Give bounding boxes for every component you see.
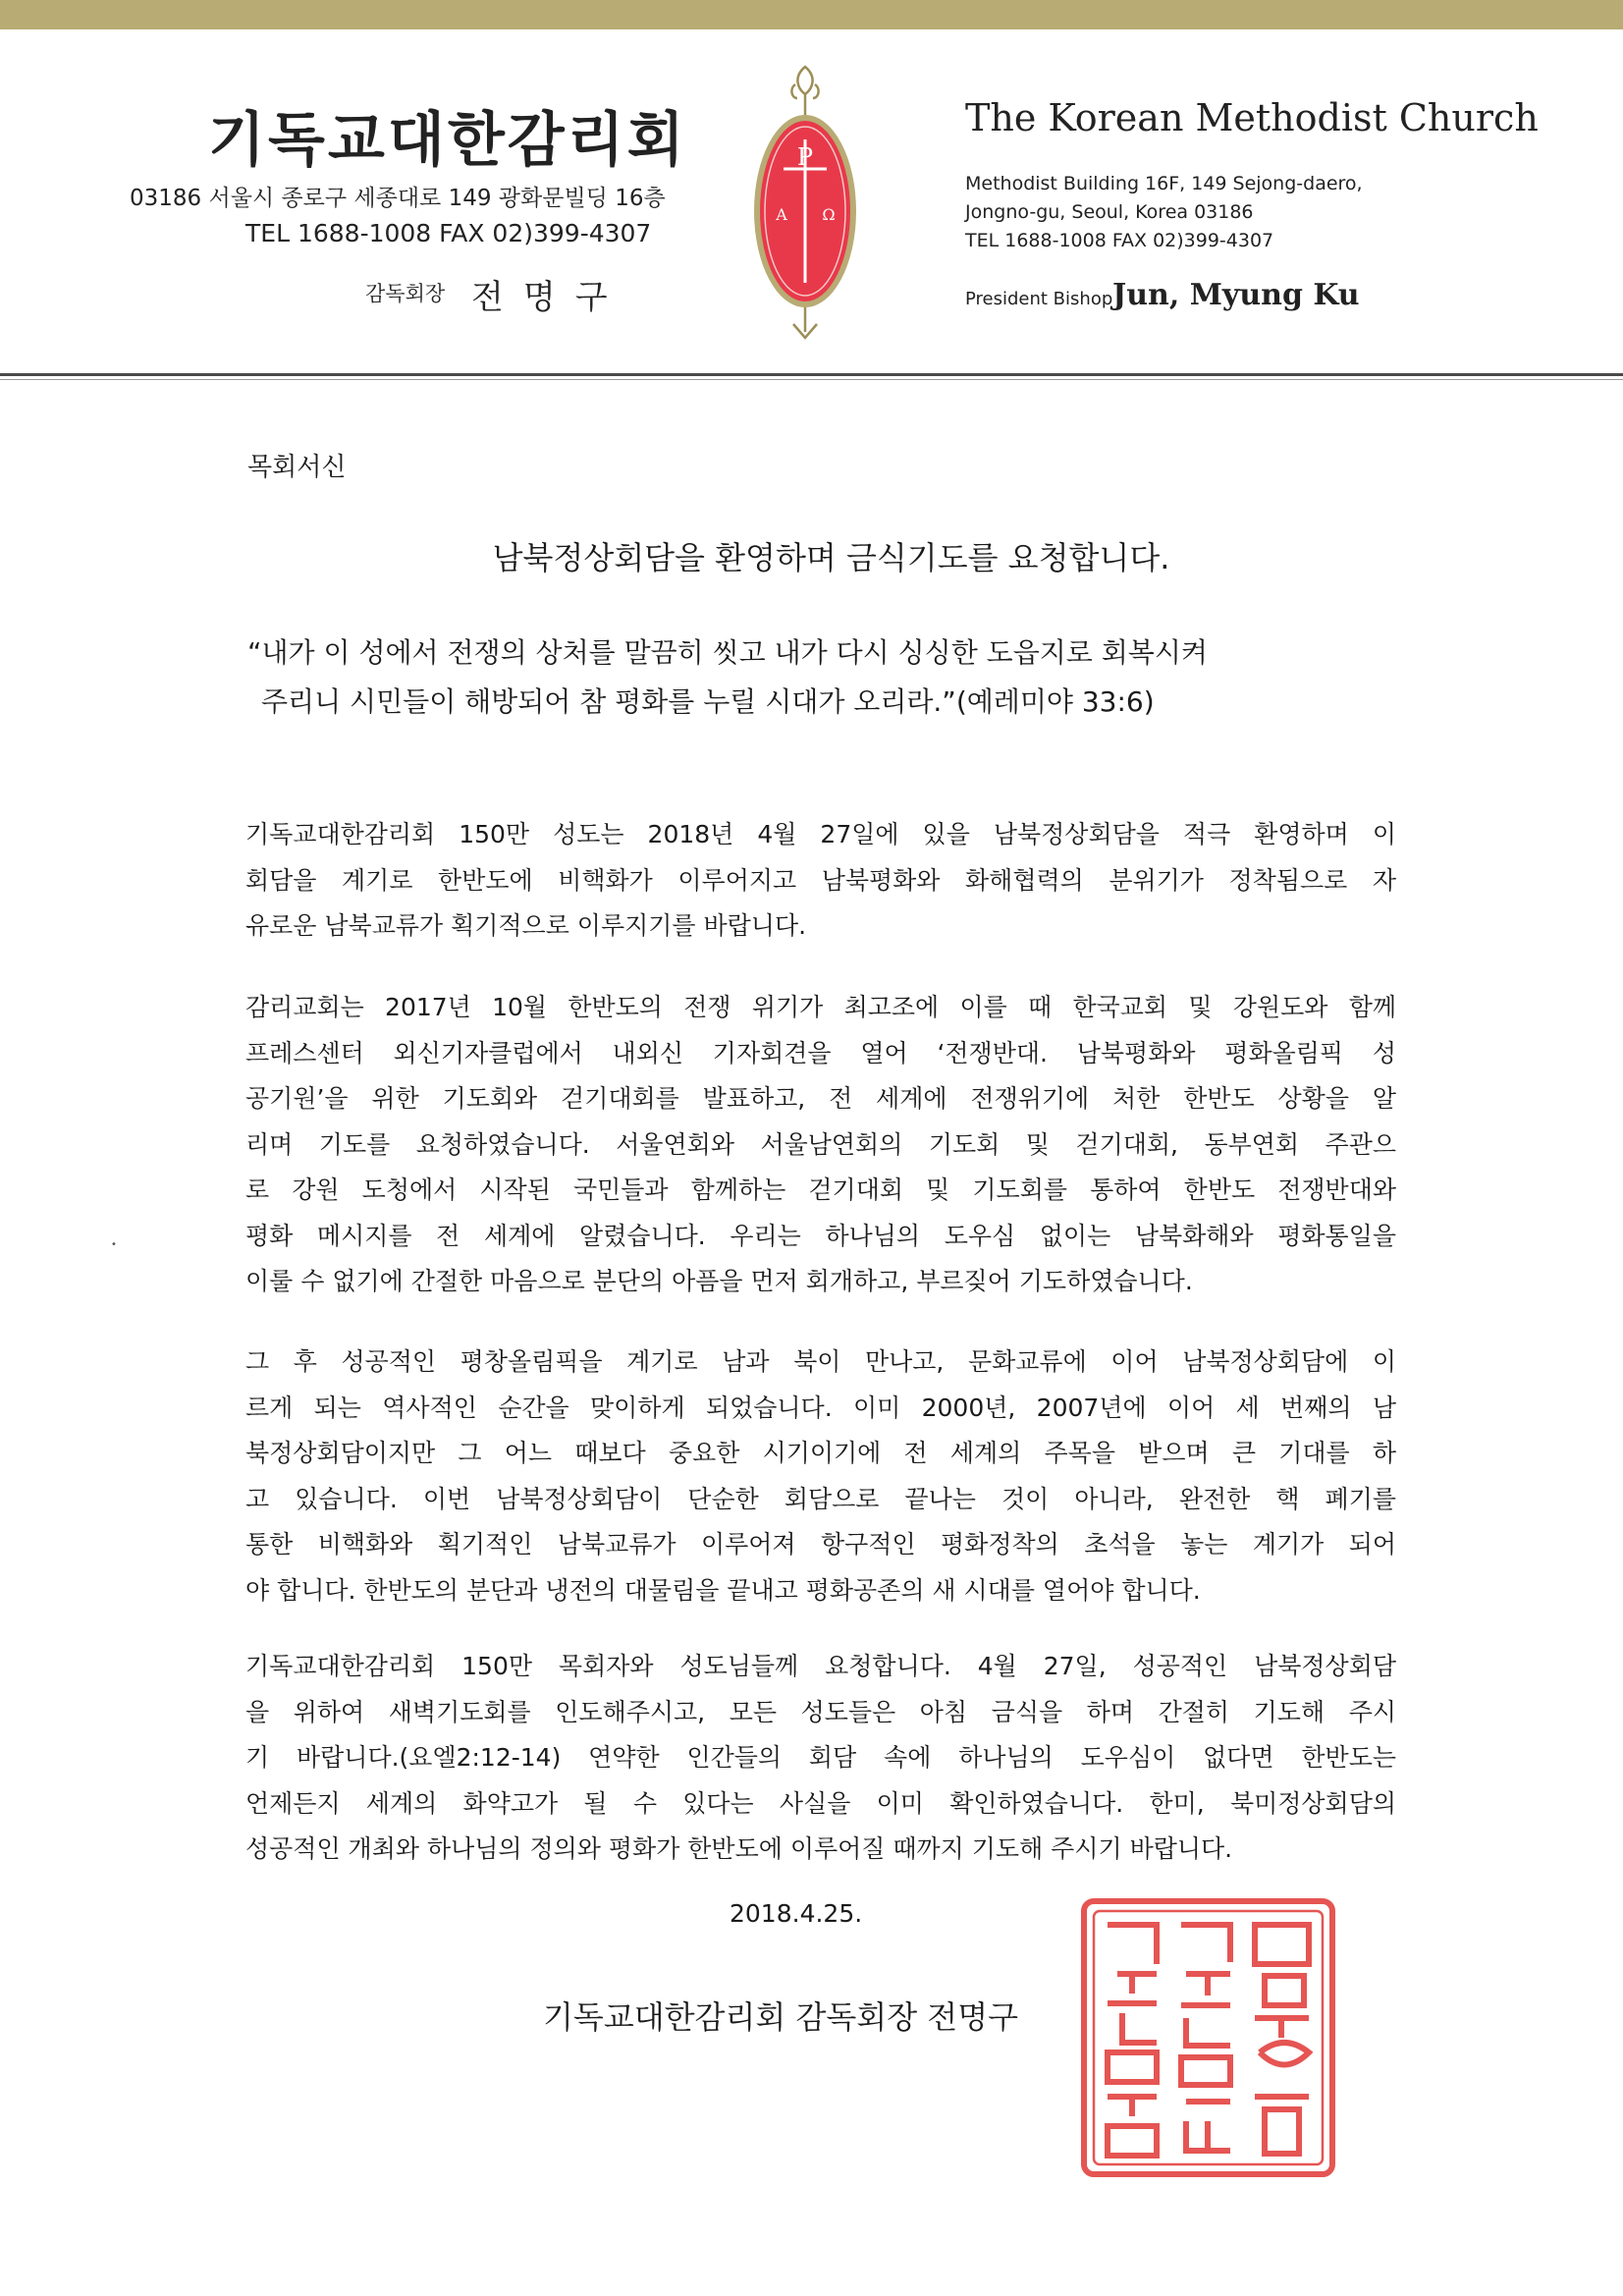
english-address bbox=[965, 170, 1363, 255]
church-emblem-icon bbox=[746, 59, 864, 344]
emblem-omega: Ω bbox=[822, 205, 836, 224]
paragraph-line: 기독교대한감리회 150만 성도는 2018년 4월 27일에 있을 남북정상회담을 적극 환영하며 이 bbox=[245, 820, 1397, 848]
letter-paragraph-2 bbox=[245, 985, 1396, 1305]
letter-paragraph-1 bbox=[245, 812, 1396, 950]
paragraph-line: 유로운 남북교류가 획기적으로 이루지기를 바랍니다. bbox=[245, 911, 807, 940]
paragraph-line: 로 강원 도청에서 시작된 국민들과 함께하는 걷기대회 및 기도회를 통하여 한반도 전쟁반대와 bbox=[245, 1175, 1396, 1204]
letter-date: 2018.4.25. bbox=[730, 1899, 863, 1928]
paragraph-line: 공기원’을 위한 기도회와 걷기대회를 발표하고, 전 세계에 전쟁위기에 처한 한반도 상황을 알 bbox=[245, 1084, 1396, 1113]
korean-address: 03186 서울시 종로구 세종대로 149 광화문빌딩 16층 bbox=[130, 186, 666, 211]
korean-tel-fax: TEL 1688-1008 FAX 02)399-4307 bbox=[245, 219, 652, 247]
paragraph-line: 통한 비핵화와 획기적인 남북교류가 이루어져 항구적인 평화정착의 초석을 놓는 계기가 되어 bbox=[245, 1530, 1396, 1558]
letterhead-divider-thin bbox=[0, 379, 1623, 380]
paragraph-line: 기 바랍니다.(요엘2:12-14) 연약한 인간들의 회담 속에 하나님의 도우심이 없다면 한반도는 bbox=[245, 1743, 1396, 1772]
scan-speck: • bbox=[111, 1239, 117, 1250]
english-president-title: President Bishop bbox=[965, 289, 1113, 309]
paragraph-line: 성공적인 개최와 하나님의 정의와 평화가 한반도에 이루어질 때까지 기도해 주시기 바랍니다. bbox=[245, 1834, 1233, 1863]
scripture-line: 주리니 시민들이 해방되어 참 평화를 누릴 시대가 오리라.”(예레미야 33:6) bbox=[261, 685, 1155, 718]
emblem-rho: Ρ bbox=[796, 143, 814, 171]
emblem-alpha: Α bbox=[776, 205, 787, 224]
english-address-line: Methodist Building 16F, 149 Sejong-daero, bbox=[965, 173, 1363, 194]
korean-org-name: 기독교대한감리회 bbox=[208, 106, 687, 175]
paragraph-line: 이룰 수 없기에 간절한 마음으로 분단의 아픔을 먼저 회개하고, 부르짖어 기도하였습니다. bbox=[245, 1267, 1193, 1295]
letter-paragraph-4 bbox=[245, 1644, 1396, 1873]
paragraph-line: 프레스센터 외신기자클럽에서 내외신 기자회견을 열어 ‘전쟁반대. 남북평화와 평화올림픽 성 bbox=[245, 1038, 1396, 1067]
paragraph-line: 야 합니다. 한반도의 분단과 냉전의 대물림을 끝내고 평화공존의 새 시대를 열어야 합니다. bbox=[245, 1575, 1201, 1605]
signature-line: 기독교대한감리회 감독회장 전명구 bbox=[543, 1998, 1019, 2036]
letterhead-divider bbox=[0, 373, 1623, 376]
scripture-quote bbox=[247, 629, 1426, 727]
letter-salutation: 목회서신 bbox=[247, 453, 347, 482]
korean-president-title: 감독회장 bbox=[365, 282, 446, 305]
letter-title: 남북정상회담을 환영하며 금식기도를 요청합니다. bbox=[492, 539, 1170, 576]
paragraph-line: 고 있습니다. 이번 남북정상회담이 단순한 회담으로 끝나는 것이 아니라, 완전한 핵 폐기를 bbox=[245, 1484, 1396, 1513]
paragraph-line: 언제든지 세계의 화약고가 될 수 있다는 사실을 이미 확인하였습니다. 한미, 북미정상회담의 bbox=[245, 1788, 1396, 1818]
english-president-name: Jun, Myung Ku bbox=[1112, 278, 1360, 312]
paragraph-line: 감리교회는 2017년 10월 한반도의 전쟁 위기가 최고조에 이를 때 한국교회 및 강원도와 함께 bbox=[245, 993, 1396, 1021]
paragraph-line: 기독교대한감리회 150만 목회자와 성도님들께 요청합니다. 4월 27일, 성공적인 남북정상회담 bbox=[245, 1652, 1396, 1680]
paragraph-line: 그 후 성공적인 평창올림픽을 계기로 남과 북이 만나고, 문화교류에 이어 남북정상회담에 이 bbox=[245, 1347, 1396, 1376]
english-address-line: Jongno-gu, Seoul, Korea 03186 bbox=[965, 201, 1254, 223]
korean-president-name: 전명구 bbox=[471, 278, 627, 317]
paragraph-line: 을 위하여 새벽기도회를 인도해주시고, 모든 성도들은 아침 금식을 하며 간절히 기도해 주시 bbox=[245, 1697, 1396, 1726]
official-seal-icon bbox=[1078, 1895, 1338, 2180]
paragraph-line: 북정상회담이지만 그 어느 때보다 중요한 시기이기에 전 세계의 주목을 받으며 큰 기대를 하 bbox=[245, 1439, 1396, 1467]
english-tel-fax: TEL 1688-1008 FAX 02)399-4307 bbox=[965, 230, 1274, 251]
letter-paragraph-3 bbox=[245, 1339, 1396, 1613]
paragraph-line: 평화 메시지를 전 세계에 알렸습니다. 우리는 하나님의 도우심 없이는 남북화해와 평화통일을 bbox=[245, 1221, 1396, 1250]
scripture-line: “내가 이 성에서 전쟁의 상처를 말끔히 씻고 내가 다시 싱싱한 도읍지로 회복시켜 bbox=[247, 636, 1208, 669]
paragraph-line: 르게 되는 역사적인 순간을 맞이하게 되었습니다. 이미 2000년, 2007년에 이어 세 번째의 남 bbox=[245, 1393, 1396, 1422]
paragraph-line: 리며 기도를 요청하였습니다. 서울연회와 서울남연회의 기도회 및 걷기대회, 동부연회 주관으 bbox=[245, 1129, 1396, 1159]
paragraph-line: 회담을 계기로 한반도에 비핵화가 이루어지고 남북평화와 화해협력의 분위기가 정착됨으로 자 bbox=[245, 865, 1396, 895]
letterhead-top-band bbox=[0, 0, 1623, 29]
english-org-name: The Korean Methodist Church bbox=[965, 96, 1539, 139]
